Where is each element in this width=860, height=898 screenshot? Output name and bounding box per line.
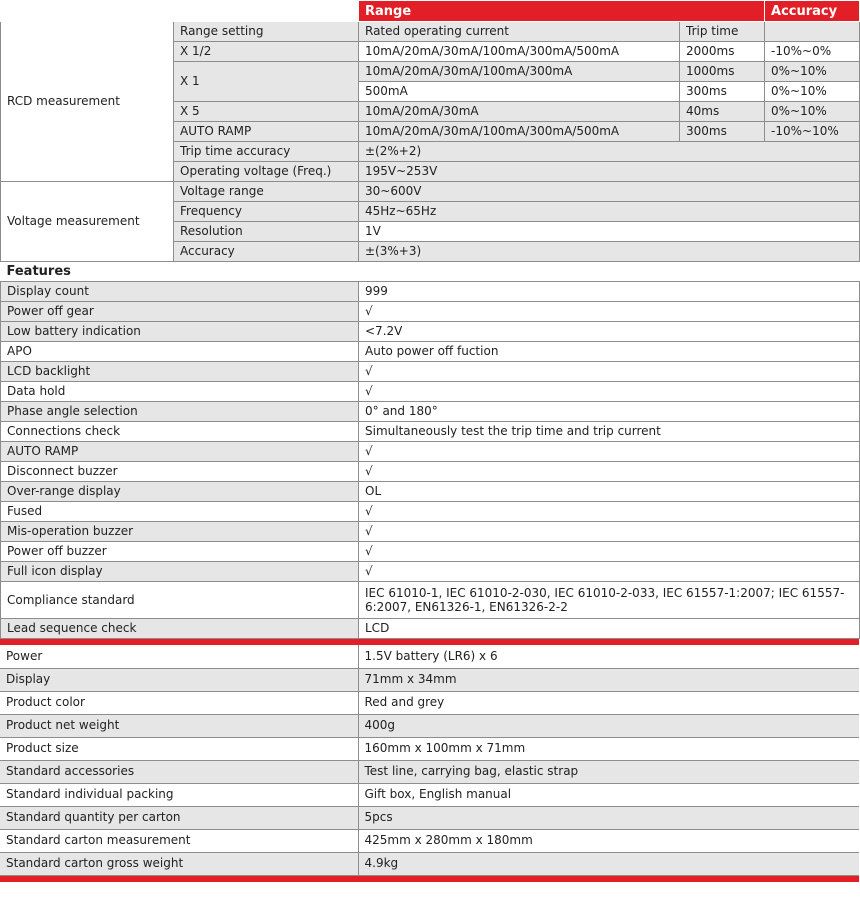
header-blank xyxy=(1,1,359,22)
feature-name: Fused xyxy=(1,502,359,522)
general-value: Red and grey xyxy=(358,691,859,714)
table-row xyxy=(0,691,859,714)
features-title-row xyxy=(1,262,860,282)
general-table xyxy=(0,645,859,876)
feature-name: LCD backlight xyxy=(1,362,359,382)
voltage-value: 30~600V xyxy=(359,182,860,202)
feature-value: 0° and 180° xyxy=(359,402,860,422)
table-row xyxy=(1,182,860,202)
general-name: Product net weight xyxy=(0,714,358,737)
general-name: Display xyxy=(0,668,358,691)
rcd-accuracy: 0%~10% xyxy=(765,82,860,102)
general-value: 425mm x 280mm x 180mm xyxy=(358,829,859,852)
general-value: 160mm x 100mm x 71mm xyxy=(358,737,859,760)
feature-value: √ xyxy=(359,382,860,402)
table-row xyxy=(0,783,859,806)
rcd-setting: X 5 xyxy=(174,102,359,122)
voltage-param: Accuracy xyxy=(174,242,359,262)
col-accuracy-blank xyxy=(765,22,860,42)
table-row xyxy=(1,522,860,542)
rcd-setting: X 1/2 xyxy=(174,42,359,62)
rcd-current: 10mA/20mA/30mA/100mA/300mA xyxy=(359,62,680,82)
table-row xyxy=(0,714,859,737)
col-trip-time: Trip time xyxy=(680,22,765,42)
general-name: Power xyxy=(0,645,358,668)
general-name: Standard carton gross weight xyxy=(0,852,358,875)
general-value: Test line, carrying bag, elastic strap xyxy=(358,760,859,783)
feature-name: Power off gear xyxy=(1,302,359,322)
voltage-value: 1V xyxy=(359,222,860,242)
table-row xyxy=(1,342,860,362)
rcd-trip: 300ms xyxy=(680,82,765,102)
rcd-setting: AUTO RAMP xyxy=(174,122,359,142)
feature-name: Disconnect buzzer xyxy=(1,462,359,482)
general-name: Product color xyxy=(0,691,358,714)
rcd-accuracy: 0%~10% xyxy=(765,62,860,82)
general-value: 71mm x 34mm xyxy=(358,668,859,691)
general-name: Standard quantity per carton xyxy=(0,806,358,829)
table-row xyxy=(1,302,860,322)
table-row xyxy=(1,402,860,422)
voltage-param: Frequency xyxy=(174,202,359,222)
table-row xyxy=(0,668,859,691)
general-value: 5pcs xyxy=(358,806,859,829)
feature-name: Full icon display xyxy=(1,562,359,582)
feature-value: √ xyxy=(359,442,860,462)
feature-value: <7.2V xyxy=(359,322,860,342)
feature-value: √ xyxy=(359,542,860,562)
rcd-current: 10mA/20mA/30mA/100mA/300mA/500mA xyxy=(359,42,680,62)
general-value: 1.5V battery (LR6) x 6 xyxy=(358,645,859,668)
feature-name: AUTO RAMP xyxy=(1,442,359,462)
bottom-divider xyxy=(0,876,859,882)
rcd-current: 10mA/20mA/30mA xyxy=(359,102,680,122)
trip-accuracy-label: Trip time accuracy xyxy=(174,142,359,162)
feature-value: Auto power off fuction xyxy=(359,342,860,362)
feature-name: Phase angle selection xyxy=(1,402,359,422)
general-name: Standard carton measurement xyxy=(0,829,358,852)
trip-accuracy-value: ±(2%+2) xyxy=(359,142,860,162)
rcd-trip: 2000ms xyxy=(680,42,765,62)
feature-value: IEC 61010-1, IEC 61010-2-030, IEC 61010-2-033, IEC 61557-1:2007; IEC 61557-6:2007, EN61326-1, EN61326-2-2 xyxy=(359,582,860,619)
voltage-label: Voltage measurement xyxy=(1,182,174,262)
general-value: Gift box, English manual xyxy=(358,783,859,806)
header-range: Range xyxy=(359,1,765,22)
features-title: Features xyxy=(1,262,860,282)
table-row xyxy=(0,806,859,829)
feature-value: √ xyxy=(359,362,860,382)
general-name: Standard accessories xyxy=(0,760,358,783)
table-row xyxy=(1,462,860,482)
table-row xyxy=(1,362,860,382)
table-row xyxy=(0,852,859,875)
feature-name: Data hold xyxy=(1,382,359,402)
feature-name: Compliance standard xyxy=(1,582,359,619)
header-row xyxy=(1,1,860,22)
rcd-accuracy: -10%~0% xyxy=(765,42,860,62)
feature-name: APO xyxy=(1,342,359,362)
table-row xyxy=(1,582,860,619)
table-row xyxy=(1,22,860,42)
table-row xyxy=(0,737,859,760)
table-row xyxy=(0,829,859,852)
voltage-value: ±(3%+3) xyxy=(359,242,860,262)
voltage-value: 45Hz~65Hz xyxy=(359,202,860,222)
rcd-trip: 40ms xyxy=(680,102,765,122)
table-row xyxy=(1,502,860,522)
feature-name: Over-range display xyxy=(1,482,359,502)
general-name: Standard individual packing xyxy=(0,783,358,806)
rcd-trip: 1000ms xyxy=(680,62,765,82)
feature-name: Power off buzzer xyxy=(1,542,359,562)
feature-name: Mis-operation buzzer xyxy=(1,522,359,542)
table-row xyxy=(1,619,860,639)
feature-value: √ xyxy=(359,502,860,522)
op-voltage-label: Operating voltage (Freq.) xyxy=(174,162,359,182)
table-row xyxy=(1,542,860,562)
feature-value: √ xyxy=(359,462,860,482)
col-rated-current: Rated operating current xyxy=(359,22,680,42)
table-row xyxy=(0,645,859,668)
feature-value: √ xyxy=(359,562,860,582)
rcd-trip: 300ms xyxy=(680,122,765,142)
table-row xyxy=(0,760,859,783)
rcd-setting: X 1 xyxy=(174,62,359,102)
feature-value: √ xyxy=(359,302,860,322)
voltage-param: Voltage range xyxy=(174,182,359,202)
table-row xyxy=(1,442,860,462)
general-value: 4.9kg xyxy=(358,852,859,875)
table-row xyxy=(1,282,860,302)
feature-value: OL xyxy=(359,482,860,502)
header-accuracy: Accuracy xyxy=(765,1,860,22)
feature-value: LCD xyxy=(359,619,860,639)
rcd-accuracy: 0%~10% xyxy=(765,102,860,122)
feature-value: 999 xyxy=(359,282,860,302)
feature-name: Low battery indication xyxy=(1,322,359,342)
feature-value: √ xyxy=(359,522,860,542)
feature-name: Lead sequence check xyxy=(1,619,359,639)
general-value: 400g xyxy=(358,714,859,737)
general-name: Product size xyxy=(0,737,358,760)
feature-name: Connections check xyxy=(1,422,359,442)
table-row xyxy=(1,382,860,402)
feature-name: Display count xyxy=(1,282,359,302)
voltage-param: Resolution xyxy=(174,222,359,242)
table-row xyxy=(1,322,860,342)
table-row xyxy=(1,422,860,442)
rcd-current: 500mA xyxy=(359,82,680,102)
table-row xyxy=(1,482,860,502)
feature-value: Simultaneously test the trip time and trip current xyxy=(359,422,860,442)
rcd-label: RCD measurement xyxy=(1,22,174,182)
rcd-current: 10mA/20mA/30mA/100mA/300mA/500mA xyxy=(359,122,680,142)
col-range-setting: Range setting xyxy=(174,22,359,42)
rcd-accuracy: -10%~10% xyxy=(765,122,860,142)
table-row xyxy=(1,562,860,582)
op-voltage-value: 195V~253V xyxy=(359,162,860,182)
